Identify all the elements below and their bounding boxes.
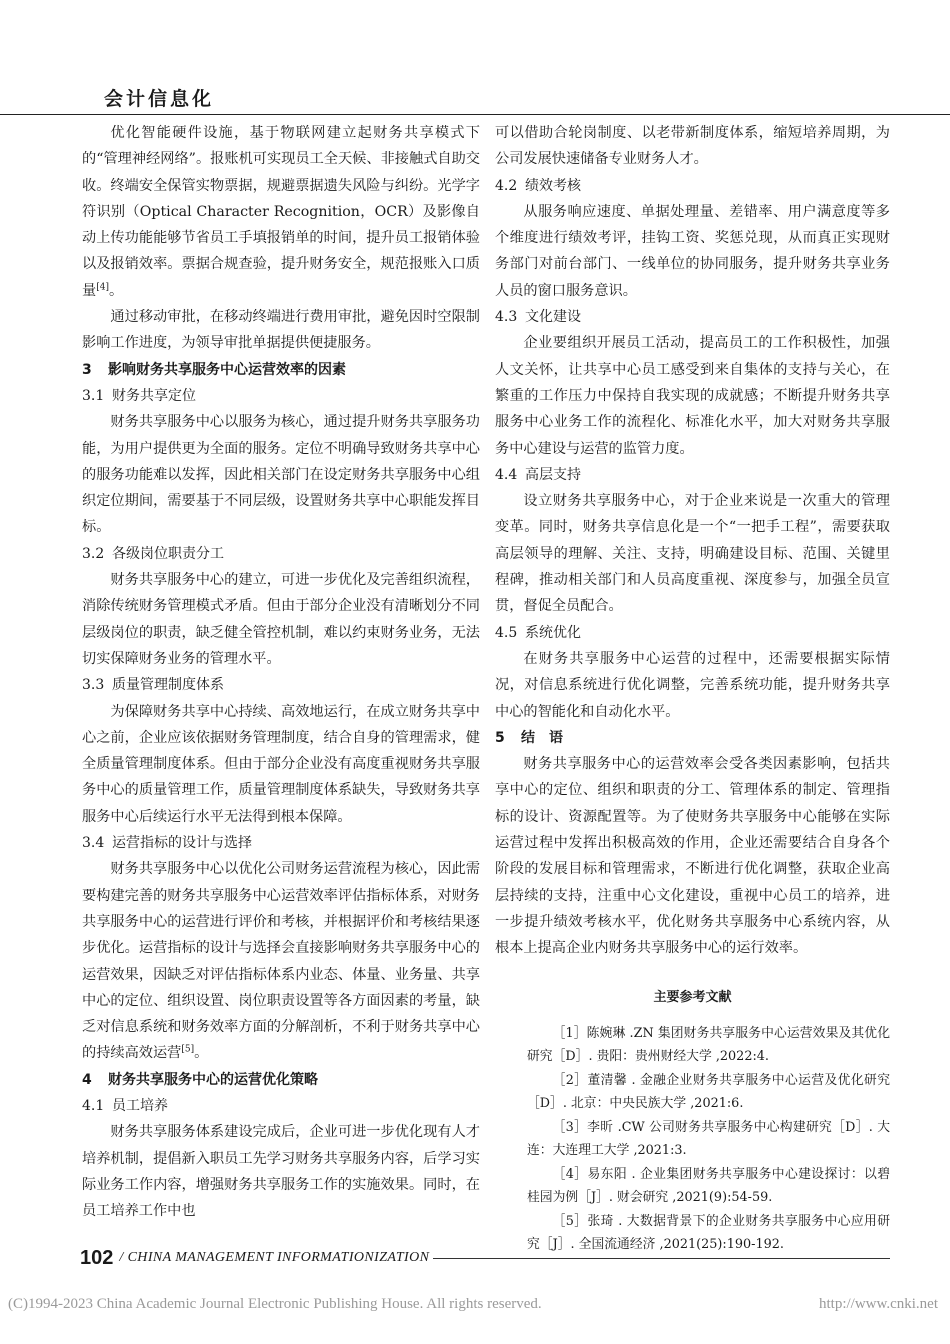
paragraph-3-3: 为保障财务共享中心持续、高效地运行，在成立财务共享中心之前，企业应该依据财务管理制度，结合自身的管理需求，健全质量管理制度体系。但由于部分企业没有高度重视财务共享服务中心的质量管理工作，质量管理制度体系缺失，导致财务共享服务中心后续运行水平无法得到根本保障。 bbox=[82, 703, 480, 825]
paragraph-mobile-approval: 通过移动审批，在移动终端进行费用审批，避免因时空限制影响工作进度，为领导审批单据提供便捷服务。 bbox=[82, 309, 480, 352]
section-number: 5 bbox=[495, 729, 505, 746]
subsection-heading-4-3 bbox=[495, 304, 890, 330]
paragraph-end: 。 bbox=[108, 282, 124, 299]
paragraph-3-1: 财务共享服务中心以服务为核心，通过提升财务共享服务功能，为用户提供更为全面的服务。定位不明确导致财务共享中心的服务功能难以发挥，因此相关部门在设定财务共享服务中心组织定位期间，需要基于不同层级，设置财务共享中心职能发挥目标。 bbox=[82, 414, 480, 536]
copyright-line bbox=[8, 1296, 938, 1313]
copyright-url[interactable]: http://www.cnki.net bbox=[818, 1296, 938, 1312]
citation: [5] bbox=[181, 1044, 195, 1055]
paragraph-end: 。 bbox=[194, 1045, 209, 1062]
page-footer bbox=[80, 1246, 890, 1270]
section-title: 结 语 bbox=[521, 729, 563, 746]
reference-item: ［5］张琦 . 大数据背景下的企业财务共享服务中心应用研究［J］. 全国流通经济 ,2021(25):190-192. bbox=[527, 1213, 890, 1252]
subsection-heading-3-4 bbox=[82, 830, 480, 856]
subsection-heading-4-5 bbox=[495, 620, 890, 646]
paragraph-3-2: 财务共享服务中心的建立，可进一步优化及完善组织流程，消除传统财务管理模式矛盾。但由于部分企业没有清晰划分不同层级岗位的职责，缺乏健全管控机制，难以约束财务业务，无法切实保障财务业务的管理水平。 bbox=[82, 572, 480, 667]
section-heading-4 bbox=[82, 1067, 480, 1093]
reference-item: ［2］董清馨 . 金融企业财务共享服务中心运营及优化研究［D］. 北京：中央民族大学 ,2021:6. bbox=[527, 1072, 890, 1111]
paragraph-hardware bbox=[82, 120, 480, 304]
citation: [4] bbox=[96, 282, 109, 293]
subsection-heading-3-3 bbox=[82, 672, 480, 698]
subsection-heading-4-4 bbox=[495, 462, 890, 488]
subsection-number: 4.2 bbox=[495, 177, 518, 194]
section-heading-3 bbox=[82, 357, 480, 383]
paragraph-text: 财务共享服务中心以优化公司财务运营流程为核心，因此需要构建完善的财务共享服务中心运营效率评估指标体系，对财务共享服务中心的运营进行评价和考核，并根据评价和考核结果逐步优化。运营指标的设计与选择会直接影响财务共享服务中心的运营效果，因缺乏对评估指标体系内业态、体量、业务量、共享中心的定位、组织设置、岗位职责设置等各方面因素的考量，缺乏对信息系统和财务效率方面的分解剖析，不利于财务共享中心的持续高效运营 bbox=[82, 861, 480, 1062]
paragraph-4-1-continued: 可以借助合轮岗制度、以老带新制度体系，缩短培养周期，为公司发展快速储备专业财务人才。 bbox=[495, 125, 890, 168]
paragraph-conclusion: 财务共享服务中心的运营效率会受各类因素影响，包括共享中心的定位、组织和职责的分工、管理体系的制定、管理指标的设计、资源配置等。为了使财务共享服务中心能够在实际运营过程中发挥出积极高效的作用，企业还需要结合自身各个阶段的发展目标和管理需求，不断进行优化调整，获取企业高层持续的支持，注重中心文化建设，重视中心员工的培养，进一步提升绩效考核水平，优化财务共享服务中心系统内容，从根本上提高企业内财务共享服务中心的运行效率。 bbox=[495, 756, 890, 957]
subsection-number: 4.4 bbox=[495, 466, 518, 483]
subsection-title: 财务共享定位 bbox=[112, 387, 196, 404]
right-column bbox=[495, 120, 890, 1257]
subsection-title: 各级岗位职责分工 bbox=[112, 545, 224, 562]
subsection-title: 绩效考核 bbox=[525, 177, 581, 194]
subsection-heading-3-2 bbox=[82, 541, 480, 567]
subsection-title: 高层支持 bbox=[525, 466, 581, 483]
subsection-number: 4.5 bbox=[495, 624, 518, 641]
paragraph-text: 优化智能硬件设施，基于物联网建立起财务共享模式下的“管理神经网络”。报账机可实现员工全天候、非接触式自助交收。终端安全保管实物票据，规避票据遗失风险与纠纷。光学字符识别（Optical Character Recognition，OCR）及影像自动上传功能能够节省员工手填报销单的时间，提升员工报销体验以及报销效率。票据合规查验，提升财务安全，规范报账入口质量 bbox=[82, 125, 480, 299]
subsection-number: 3.2 bbox=[82, 545, 105, 562]
journal-name: / CHINA MANAGEMENT INFORMATIONIZATION bbox=[119, 1250, 430, 1265]
footer-rule bbox=[433, 1258, 890, 1259]
subsection-title: 系统优化 bbox=[525, 624, 581, 641]
paragraph-4-2: 从服务响应速度、单据处理量、差错率、用户满意度等多个维度进行绩效考评，挂钩工资、奖惩兑现，从而真正实现财务部门对前台部门、一线单位的协同服务，提升财务共享业务人员的窗口服务意识。 bbox=[495, 203, 890, 299]
reference-item: ［4］易东阳 . 企业集团财务共享服务中心建设探讨：以碧桂园为例［J］. 财会研究 ,2021(9):54-59. bbox=[527, 1166, 890, 1205]
subsection-title: 文化建设 bbox=[525, 309, 581, 326]
subsection-number: 4.3 bbox=[495, 309, 518, 326]
page-number: 102 bbox=[80, 1246, 114, 1269]
reference-item: ［1］陈婉琳 .ZN 集团财务共享服务中心运营效果及其优化研究［D］. 贵阳：贵州财经大学 ,2022:4. bbox=[527, 1025, 890, 1064]
subsection-title: 员工培养 bbox=[112, 1097, 168, 1114]
subsection-number: 4.1 bbox=[82, 1097, 105, 1114]
section-heading-5 bbox=[495, 725, 890, 751]
subsection-heading-3-1 bbox=[82, 383, 480, 409]
paragraph-4-4: 设立财务共享服务中心，对于企业来说是一次重大的管理变革。同时，财务共享信息化是一个“一把手工程”，需要获取高层领导的理解、关注、支持，明确建设目标、范围、关键里程碑，推动相关部门和人员高度重视、深度参与，加强全员宣贯，督促全员配合。 bbox=[495, 493, 890, 615]
header-title: 会计信息化 bbox=[104, 88, 215, 110]
paragraph-4-5: 在财务共享服务中心运营的过程中，还需要根据实际情况，对信息系统进行优化调整，完善系统功能，提升财务共享中心的智能化和自动化水平。 bbox=[495, 650, 890, 720]
subsection-number: 3.4 bbox=[82, 835, 105, 852]
subsection-title: 质量管理制度体系 bbox=[112, 677, 224, 694]
section-title: 财务共享服务中心的运营优化策略 bbox=[108, 1071, 318, 1088]
references-title: 主要参考文献 bbox=[653, 989, 732, 1005]
reference-item: ［3］李昕 .CW 公司财务共享服务中心构建研究［D］. 大连：大连理工大学 ,2021:3. bbox=[527, 1119, 890, 1158]
section-number: 3 bbox=[82, 361, 92, 378]
paragraph-4-1: 财务共享服务体系建设完成后，企业可进一步优化现有人才培养机制，提倡新入职员工先学习财务共享服务内容，后学习实际业务工作内容，增强财务共享服务工作的实施效果。同时，在员工培养工作中也 bbox=[82, 1124, 480, 1220]
copyright-text: (C)1994-2023 China Academic Journal Electronic Publishing House. All rights reserved. bbox=[8, 1296, 542, 1312]
section-title: 影响财务共享服务中心运营效率的因素 bbox=[108, 361, 346, 378]
subsection-title: 运营指标的设计与选择 bbox=[112, 835, 252, 852]
subsection-heading-4-1 bbox=[82, 1093, 480, 1119]
paragraph-3-4 bbox=[82, 856, 480, 1066]
header-rule bbox=[0, 114, 950, 115]
section-number: 4 bbox=[82, 1071, 92, 1088]
left-column bbox=[82, 120, 480, 1224]
subsection-number: 3.1 bbox=[82, 387, 105, 404]
paragraph-4-3: 企业要组织开展员工活动，提高员工的工作积极性，加强人文关怀，让共享中心员工感受到来自集体的支持与关心，在繁重的工作压力中保持自我实现的成就感；不断提升财务共享服务中心业务工作的流程化、标准化水平，加大对财务共享服务中心建设与运营的监管力度。 bbox=[495, 335, 890, 457]
subsection-heading-4-2 bbox=[495, 173, 890, 199]
subsection-number: 3.3 bbox=[82, 677, 105, 694]
